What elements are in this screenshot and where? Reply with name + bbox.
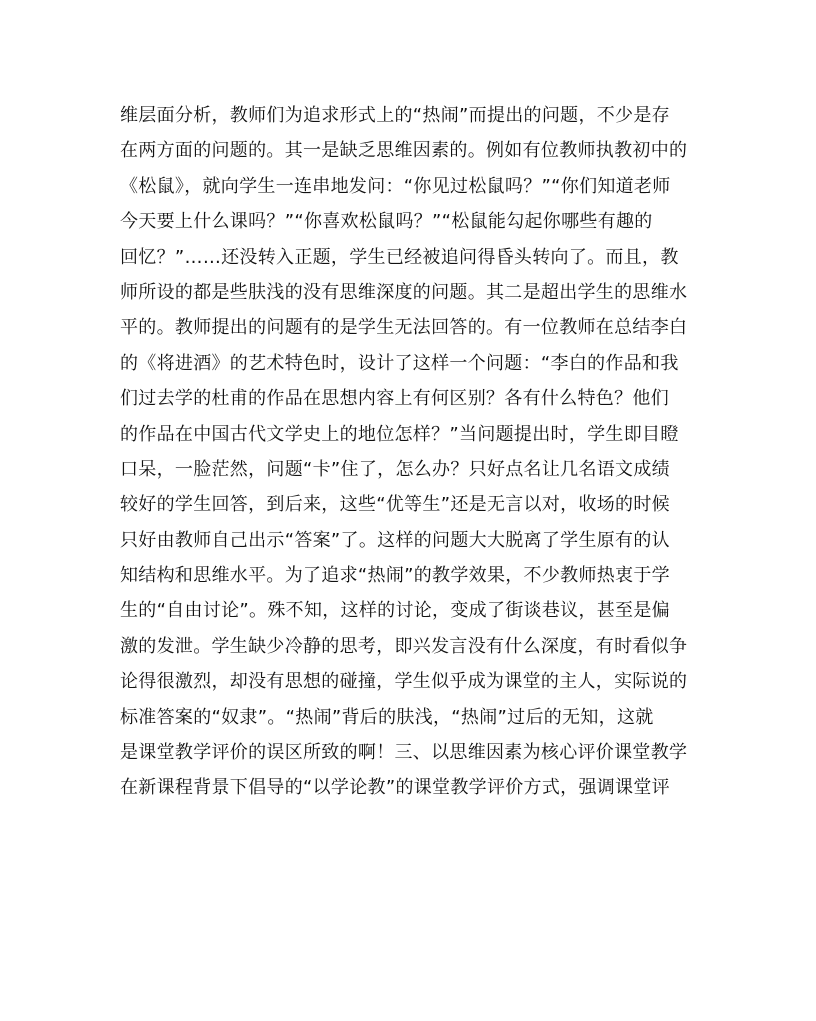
text-line-5: 回忆？”……还没转入正题，学生已经被追问得昏头转向了。而且，教 [120, 246, 679, 268]
text-line-6: 师所设的都是些肤浅的没有思维深度的问题。其二是超出学生的思维水 [120, 281, 688, 303]
text-line-8: 的《将进酒》的艺术特色时，设计了这样一个问题：“李白的作品和我 [120, 352, 679, 374]
text-line-20: 在新课程背景下倡导的“以学论教”的课堂教学评价方式，强调课堂评 [120, 777, 670, 799]
body-text [120, 98, 700, 806]
text-line-3: 《松鼠》，就向学生一连串地发问：“你见过松鼠吗？”“你们知道老师 [120, 175, 671, 197]
text-line-13: 只好由教师自己出示“答案”了。这样的问题大大脱离了学生原有的认 [120, 529, 670, 551]
text-line-18: 标准答案的“奴隶”。“热闹”背后的肤浅，“热闹”过后的无知，这就 [120, 706, 654, 728]
text-line-1: 维层面分析，教师们为追求形式上的“热闹”而提出的问题，不少是存 [120, 105, 670, 126]
text-line-15: 生的“自由讨论”。殊不知，这样的讨论，变成了街谈巷议，甚至是偏 [120, 600, 670, 622]
text-line-9: 们过去学的杜甫的作品在思想内容上有何区别？各有什么特色？他们 [120, 388, 669, 410]
text-line-10: 的作品在中国古代文学史上的地位怎样？”当问题提出时，学生即目瞪 [120, 423, 679, 445]
text-line-2: 在两方面的问题的。其一是缺乏思维因素的。例如有位教师执教初中的 [120, 140, 688, 162]
text-line-19: 是课堂教学评价的误区所致的啊！三、以思维因素为核心评价课堂教学 [120, 742, 688, 764]
text-line-7: 平的。教师提出的问题有的是学生无法回答的。有一位教师在总结李白 [120, 317, 688, 339]
text-line-12: 较好的学生回答，到后来，这些“优等生”还是无言以对，收场的时候 [120, 494, 670, 516]
text-line-17: 论得很激烈，却没有思想的碰撞，学生似乎成为课堂的主人，实际说的 [120, 671, 688, 693]
text-line-11: 口呆，一脸茫然，问题“卡”住了，怎么办？只好点名让几名语文成绩 [120, 458, 670, 480]
text-line-14: 知结构和思维水平。为了追求“热闹”的教学效果，不少教师热衷于学 [120, 565, 670, 587]
text-line-16: 激的发泄。学生缺少冷静的思考，即兴发言没有什么深度，有时看似争 [120, 635, 688, 657]
text-line-4: 今天要上什么课吗？”“你喜欢松鼠吗？”“松鼠能勾起你哪些有趣的 [120, 211, 653, 233]
